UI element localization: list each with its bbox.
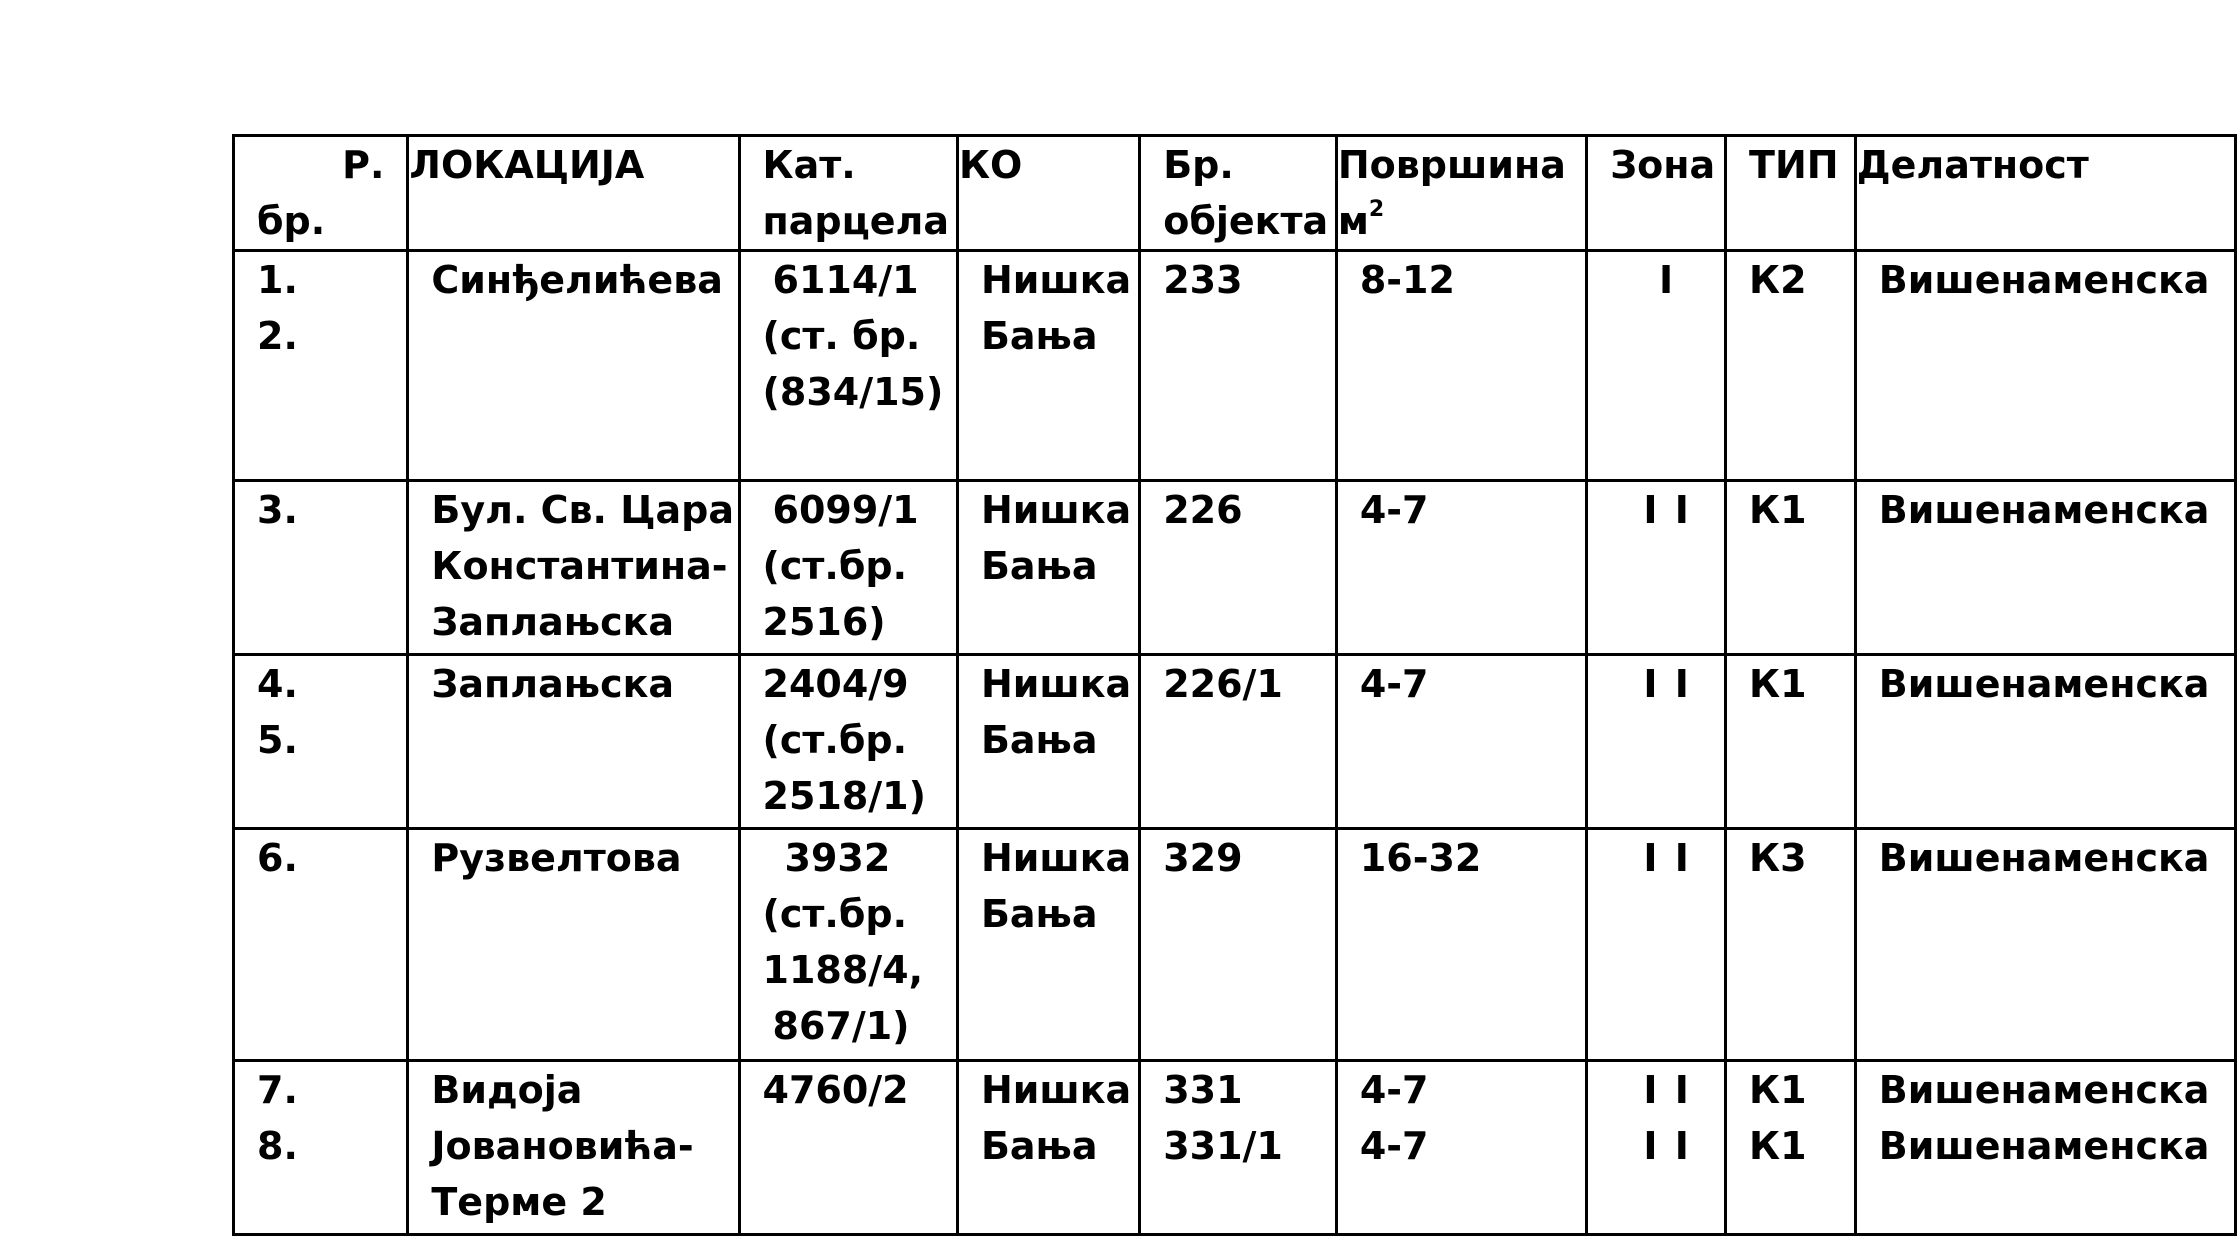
- cell-object-line: 226/1: [1163, 662, 1283, 706]
- cell-ko-line: Нишка: [980, 488, 1132, 532]
- table-row: [234, 251, 2236, 481]
- table-row: [234, 481, 2236, 655]
- cell-object: [1140, 829, 1337, 1061]
- cell-type: [1726, 251, 1856, 481]
- table-row: [234, 655, 2236, 829]
- cell-area: [1336, 251, 1586, 481]
- cell-ko: [957, 251, 1139, 481]
- cell-activity: [1855, 829, 2235, 1061]
- cell-type-line: К2: [1749, 258, 1807, 302]
- cell-type-line: К3: [1749, 836, 1807, 880]
- header-rbr-top: Р.: [342, 143, 385, 187]
- cell-object-line: 329: [1163, 836, 1243, 880]
- cell-ko-line: Нишка: [980, 662, 1132, 706]
- cell-parcel-line: (ст. бр.: [762, 314, 921, 358]
- table-body: [234, 251, 2236, 1235]
- cell-zone-line: I I: [1643, 1068, 1691, 1112]
- cell-zone: [1587, 655, 1726, 829]
- header-parcel: [739, 136, 957, 251]
- cell-row-number: [234, 829, 408, 1061]
- cell-object-line: 226: [1163, 488, 1243, 532]
- cell-location-line: Заплањска: [431, 662, 675, 706]
- cell-row-number-line: 6.: [257, 836, 298, 880]
- cell-activity-line: Вишенаменска: [1878, 488, 2210, 532]
- cell-parcel-line: (ст.бр.: [762, 892, 908, 936]
- header-object-bottom: објекта: [1163, 199, 1329, 243]
- cell-zone: [1587, 251, 1726, 481]
- cell-type: [1726, 481, 1856, 655]
- cell-row-number-line: 7.: [257, 1068, 298, 1112]
- cell-parcel-line: 6114/1: [772, 258, 919, 302]
- cell-type: [1726, 1061, 1856, 1235]
- cell-object-line: 331: [1163, 1068, 1243, 1112]
- cell-ko-line: Бања: [980, 892, 1098, 936]
- cell-area-line: 4-7: [1359, 1068, 1429, 1112]
- cell-parcel: [739, 481, 957, 655]
- cell-type: [1726, 655, 1856, 829]
- header-activity: [1855, 136, 2235, 251]
- cell-activity: [1855, 481, 2235, 655]
- cell-parcel-line: (ст.бр.: [762, 544, 908, 588]
- table-row: [234, 829, 2236, 1061]
- header-area-sup: 2: [1368, 197, 1385, 222]
- cell-parcel: [739, 251, 957, 481]
- cell-row-number: [234, 1061, 408, 1235]
- cell-ko-line: Нишка: [980, 258, 1132, 302]
- header-parcel-top: Кат.: [762, 143, 856, 187]
- cell-parcel: [739, 655, 957, 829]
- header-ko-label: КО: [958, 143, 1023, 187]
- header-zone: [1587, 136, 1726, 251]
- header-area: [1336, 136, 1586, 251]
- cell-type-line: К1: [1749, 662, 1807, 706]
- cell-object: [1140, 1061, 1337, 1235]
- locations-table: [232, 134, 2237, 1236]
- cell-activity: [1855, 251, 2235, 481]
- cell-ko: [957, 1061, 1139, 1235]
- cell-location-line: Видоја: [431, 1068, 583, 1112]
- cell-parcel-line: 2404/9: [762, 662, 909, 706]
- cell-ko-line: Нишка: [980, 1068, 1132, 1112]
- header-rbr-bottom: бр.: [257, 199, 326, 243]
- cell-row-number: [234, 655, 408, 829]
- cell-row-number-line: 3.: [257, 488, 298, 532]
- cell-location: [408, 481, 739, 655]
- cell-parcel-line: 867/1): [772, 1004, 910, 1048]
- cell-activity-line: Вишенаменска: [1878, 836, 2210, 880]
- cell-parcel-line: (834/15): [762, 370, 944, 414]
- cell-activity-line: Вишенаменска: [1878, 662, 2210, 706]
- cell-activity-line: Вишенаменска: [1878, 1124, 2210, 1168]
- cell-location: [408, 251, 739, 481]
- cell-parcel-line: 3932: [784, 836, 891, 880]
- cell-activity-line: Вишенаменска: [1878, 258, 2210, 302]
- cell-row-number-line: 5.: [257, 718, 298, 762]
- cell-ko-line: Бања: [980, 1124, 1098, 1168]
- cell-area-line: 4-7: [1359, 488, 1429, 532]
- cell-location: [408, 655, 739, 829]
- cell-ko-line: Бања: [980, 718, 1098, 762]
- cell-location-line: Рузвелтова: [431, 836, 682, 880]
- header-parcel-bottom: парцела: [762, 199, 950, 243]
- cell-ko: [957, 481, 1139, 655]
- cell-activity: [1855, 655, 2235, 829]
- header-area-bottom: [1338, 193, 1585, 249]
- cell-location-line: Терме 2: [431, 1180, 607, 1224]
- cell-location-line: Константина-: [431, 544, 728, 588]
- cell-zone-line: I I: [1643, 662, 1691, 706]
- cell-object: [1140, 655, 1337, 829]
- cell-zone-line: I I: [1643, 488, 1691, 532]
- cell-object-line: 331/1: [1163, 1124, 1283, 1168]
- cell-location-line: Јовановића-: [431, 1124, 694, 1168]
- cell-parcel-line: 1188/4,: [762, 948, 924, 992]
- cell-zone: [1587, 829, 1726, 1061]
- header-ko: [957, 136, 1139, 251]
- cell-area-line: 4-7: [1359, 662, 1429, 706]
- cell-area-line: 16-32: [1359, 836, 1482, 880]
- cell-row-number: [234, 481, 408, 655]
- header-activity-label: Делатност: [1856, 143, 2089, 187]
- cell-ko: [957, 655, 1139, 829]
- cell-location-line: Заплањска: [431, 600, 675, 644]
- header-area-unit: м: [1337, 199, 1369, 243]
- header-type-label: ТИП: [1749, 143, 1839, 187]
- cell-row-number: [234, 251, 408, 481]
- cell-object: [1140, 251, 1337, 481]
- cell-activity: [1855, 1061, 2235, 1235]
- cell-ko-line: Бања: [980, 314, 1098, 358]
- cell-parcel: [739, 1061, 957, 1235]
- header-row-number: [234, 136, 408, 251]
- cell-area: [1336, 655, 1586, 829]
- header-type: [1726, 136, 1856, 251]
- cell-row-number-line: 1.: [257, 258, 298, 302]
- cell-zone-line: I I: [1643, 836, 1691, 880]
- cell-zone-line: I: [1659, 258, 1676, 302]
- cell-location: [408, 1061, 739, 1235]
- cell-object-line: 233: [1163, 258, 1243, 302]
- cell-parcel-line: 6099/1: [772, 488, 919, 532]
- cell-type-line: К1: [1749, 1124, 1807, 1168]
- cell-type-line: К1: [1749, 1068, 1807, 1112]
- cell-type: [1726, 829, 1856, 1061]
- cell-row-number-line: 4.: [257, 662, 298, 706]
- cell-area: [1336, 829, 1586, 1061]
- header-object-top: Бр.: [1163, 143, 1234, 187]
- cell-object: [1140, 481, 1337, 655]
- cell-area-line: 8-12: [1359, 258, 1455, 302]
- cell-type-line: К1: [1749, 488, 1807, 532]
- header-object: [1140, 136, 1337, 251]
- cell-area-line: 4-7: [1359, 1124, 1429, 1168]
- cell-ko-line: Нишка: [980, 836, 1132, 880]
- cell-activity-line: Вишенаменска: [1878, 1068, 2210, 1112]
- cell-parcel-line: (ст.бр.: [762, 718, 908, 762]
- table-header-row: [234, 136, 2236, 251]
- cell-zone: [1587, 481, 1726, 655]
- cell-location-line: Бул. Св. Цара: [431, 488, 734, 532]
- cell-location-line: Синђелићева: [431, 258, 723, 302]
- header-location-label: ЛОКАЦИЈА: [409, 143, 645, 187]
- cell-zone: [1587, 1061, 1726, 1235]
- header-location: [408, 136, 739, 251]
- cell-parcel-line: 2518/1): [762, 774, 926, 818]
- header-area-top: Површина: [1337, 143, 1566, 187]
- cell-parcel-line: 4760/2: [762, 1068, 909, 1112]
- cell-row-number-line: 2.: [257, 314, 298, 358]
- table-row: [234, 1061, 2236, 1235]
- cell-zone-line: I I: [1643, 1124, 1691, 1168]
- header-zone-label: Зона: [1610, 143, 1716, 187]
- cell-parcel: [739, 829, 957, 1061]
- cell-row-number-line: 8.: [257, 1124, 298, 1168]
- cell-location: [408, 829, 739, 1061]
- cell-area: [1336, 1061, 1586, 1235]
- cell-ko: [957, 829, 1139, 1061]
- cell-ko-line: Бања: [980, 544, 1098, 588]
- cell-parcel-line: 2516): [762, 600, 886, 644]
- cell-area: [1336, 481, 1586, 655]
